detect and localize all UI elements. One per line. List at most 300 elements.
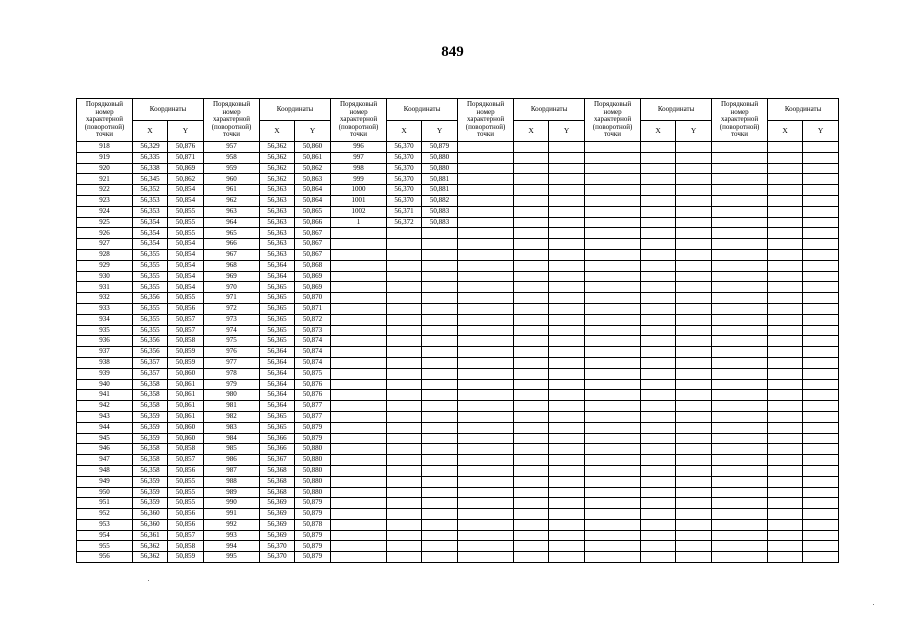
x-coordinate-cell <box>387 368 422 379</box>
point-number-cell <box>585 379 641 390</box>
y-coordinate-cell: 50,868 <box>295 260 331 271</box>
x-coordinate-cell: 56,363 <box>260 239 295 250</box>
y-coordinate-cell <box>549 195 585 206</box>
point-number-cell <box>458 282 514 293</box>
y-coordinate-cell: 50,867 <box>295 239 331 250</box>
x-coordinate-cell: 56,362 <box>260 152 295 163</box>
y-coordinate-cell <box>422 347 458 358</box>
point-number-cell <box>585 185 641 196</box>
point-number-cell <box>585 206 641 217</box>
x-coordinate-cell: 56,370 <box>260 541 295 552</box>
y-coordinate-cell: 50,858 <box>168 444 204 455</box>
point-number-cell <box>458 142 514 153</box>
y-coordinate-cell <box>422 239 458 250</box>
x-coordinate-cell: 56,362 <box>133 552 168 563</box>
point-number-cell <box>458 552 514 563</box>
y-coordinate-cell: 50,879 <box>295 509 331 520</box>
point-number-cell: 952 <box>77 509 133 520</box>
point-number-cell: 991 <box>204 509 260 520</box>
y-coordinate-cell <box>803 498 839 509</box>
y-coordinate-cell <box>803 174 839 185</box>
point-number-cell <box>585 239 641 250</box>
x-coordinate-cell <box>387 552 422 563</box>
x-coordinate-cell <box>387 465 422 476</box>
point-number-cell <box>585 195 641 206</box>
x-coordinate-cell <box>641 444 676 455</box>
point-number-cell <box>585 347 641 358</box>
x-coordinate-cell: 56,360 <box>133 509 168 520</box>
y-coordinate-cell <box>803 260 839 271</box>
x-coordinate-cell: 56,363 <box>260 249 295 260</box>
y-coordinate-cell: 50,876 <box>168 142 204 153</box>
y-coordinate-cell <box>549 185 585 196</box>
x-coordinate-cell: 56,360 <box>133 519 168 530</box>
x-coordinate-cell <box>768 390 803 401</box>
scan-speck <box>148 580 149 581</box>
y-coordinate-cell <box>676 163 712 174</box>
y-coordinate-cell <box>803 530 839 541</box>
x-coordinate-cell <box>387 314 422 325</box>
x-coordinate-cell: 56,366 <box>260 433 295 444</box>
x-coordinate-cell: 56,355 <box>133 303 168 314</box>
y-coordinate-cell <box>422 282 458 293</box>
point-number-cell: 960 <box>204 174 260 185</box>
point-number-cell <box>458 465 514 476</box>
table-row <box>77 422 839 433</box>
table-row <box>77 465 839 476</box>
x-coordinate-cell <box>768 379 803 390</box>
table-row <box>77 379 839 390</box>
y-coordinate-cell: 50,856 <box>168 303 204 314</box>
x-coordinate-cell <box>514 498 549 509</box>
x-coordinate-cell <box>387 271 422 282</box>
x-coordinate-cell <box>514 433 549 444</box>
y-coordinate-cell <box>549 444 585 455</box>
x-coordinate-cell: 56,363 <box>260 217 295 228</box>
x-coordinate-cell: 56,362 <box>260 142 295 153</box>
x-coordinate-cell: 56,362 <box>133 541 168 552</box>
x-coordinate-cell <box>641 174 676 185</box>
y-coordinate-cell <box>803 411 839 422</box>
point-number-cell <box>712 552 768 563</box>
y-coordinate-cell <box>422 498 458 509</box>
x-coordinate-cell: 56,335 <box>133 152 168 163</box>
point-number-cell: 945 <box>77 433 133 444</box>
y-coordinate-cell <box>676 142 712 153</box>
x-coordinate-cell <box>641 509 676 520</box>
point-number-cell <box>458 185 514 196</box>
y-coordinate-cell <box>803 476 839 487</box>
x-coordinate-cell: 56,358 <box>133 444 168 455</box>
point-number-cell: 984 <box>204 433 260 444</box>
table-row <box>77 260 839 271</box>
y-coordinate-cell: 50,854 <box>168 249 204 260</box>
x-coordinate-cell <box>768 163 803 174</box>
x-coordinate-cell <box>514 195 549 206</box>
y-coordinate-cell: 50,880 <box>295 476 331 487</box>
point-number-cell <box>712 347 768 358</box>
y-coordinate-cell <box>676 411 712 422</box>
x-coordinate-cell <box>514 239 549 250</box>
y-coordinate-cell <box>549 206 585 217</box>
table-row <box>77 206 839 217</box>
y-coordinate-cell <box>803 206 839 217</box>
x-coordinate-cell <box>768 444 803 455</box>
y-coordinate-cell <box>422 401 458 412</box>
x-coordinate-cell <box>768 325 803 336</box>
y-coordinate-cell <box>803 303 839 314</box>
point-number-cell: 951 <box>77 498 133 509</box>
x-coordinate-cell <box>641 552 676 563</box>
table-row <box>77 271 839 282</box>
page-number: 849 <box>441 44 464 60</box>
y-coordinate-cell: 50,866 <box>295 217 331 228</box>
y-coordinate-cell: 50,864 <box>295 185 331 196</box>
point-number-cell: 970 <box>204 282 260 293</box>
x-coordinate-cell <box>768 293 803 304</box>
point-number-cell: 943 <box>77 411 133 422</box>
y-coordinate-cell: 50,861 <box>295 152 331 163</box>
x-coordinate-cell <box>768 368 803 379</box>
point-number-cell <box>331 552 387 563</box>
y-coordinate-cell <box>803 347 839 358</box>
point-number-cell <box>585 390 641 401</box>
point-number-cell: 933 <box>77 303 133 314</box>
point-number-cell <box>585 411 641 422</box>
x-coordinate-cell: 56,363 <box>260 185 295 196</box>
table-row <box>77 411 839 422</box>
x-coordinate-cell: 56,369 <box>260 519 295 530</box>
point-number-cell <box>712 401 768 412</box>
point-number-cell <box>585 152 641 163</box>
point-number-cell: 1 <box>331 217 387 228</box>
point-number-cell <box>458 325 514 336</box>
x-coordinate-cell: 56,359 <box>133 433 168 444</box>
y-coordinate-cell: 50,883 <box>422 206 458 217</box>
point-number-cell: 921 <box>77 174 133 185</box>
x-coordinate-cell <box>514 401 549 412</box>
x-coordinate-cell <box>768 487 803 498</box>
x-coordinate-cell: 56,338 <box>133 163 168 174</box>
table-row <box>77 293 839 304</box>
x-coordinate-cell <box>768 206 803 217</box>
y-coordinate-cell <box>803 195 839 206</box>
y-coordinate-cell <box>549 163 585 174</box>
point-number-cell <box>458 206 514 217</box>
point-number-cell <box>458 357 514 368</box>
table-row <box>77 476 839 487</box>
point-number-cell <box>458 293 514 304</box>
x-coordinate-cell <box>514 260 549 271</box>
y-coordinate-cell <box>676 552 712 563</box>
y-coordinate-cell <box>803 379 839 390</box>
table-row <box>77 444 839 455</box>
table-row <box>77 368 839 379</box>
point-number-cell <box>331 314 387 325</box>
x-coordinate-cell: 56,355 <box>133 260 168 271</box>
y-coordinate-cell <box>549 228 585 239</box>
y-coordinate-cell <box>803 422 839 433</box>
table-row <box>77 163 839 174</box>
x-coordinate-cell: 56,357 <box>133 368 168 379</box>
y-coordinate-cell: 50,877 <box>295 401 331 412</box>
x-coordinate-cell <box>514 206 549 217</box>
x-coordinate-cell <box>641 433 676 444</box>
point-number-cell: 938 <box>77 357 133 368</box>
table-row <box>77 217 839 228</box>
point-number-cell <box>331 519 387 530</box>
y-coordinate-cell: 50,855 <box>168 217 204 228</box>
x-coordinate-cell <box>641 142 676 153</box>
table-row <box>77 487 839 498</box>
y-coordinate-cell: 50,855 <box>168 293 204 304</box>
point-number-header: Порядковый номер характерной (поворотной) точки <box>458 99 514 142</box>
y-coordinate-cell <box>676 152 712 163</box>
y-coordinate-cell: 50,859 <box>168 357 204 368</box>
x-coordinate-cell <box>387 390 422 401</box>
x-coordinate-cell <box>641 336 676 347</box>
x-coordinate-cell: 56,354 <box>133 217 168 228</box>
y-coordinate-cell <box>422 368 458 379</box>
point-number-cell <box>712 379 768 390</box>
point-number-cell <box>458 455 514 466</box>
point-number-cell <box>458 541 514 552</box>
y-coordinate-cell <box>676 509 712 520</box>
x-coordinate-cell <box>641 325 676 336</box>
x-coordinate-cell <box>768 498 803 509</box>
point-number-cell <box>458 163 514 174</box>
point-number-cell: 931 <box>77 282 133 293</box>
x-coordinate-cell <box>641 152 676 163</box>
y-coordinate-cell <box>803 325 839 336</box>
y-coordinate-cell <box>676 368 712 379</box>
point-number-cell: 997 <box>331 152 387 163</box>
x-coordinate-cell <box>514 336 549 347</box>
table-row <box>77 519 839 530</box>
point-number-cell: 918 <box>77 142 133 153</box>
y-coordinate-cell <box>549 325 585 336</box>
y-coordinate-cell: 50,871 <box>168 152 204 163</box>
x-coordinate-cell <box>514 325 549 336</box>
y-coordinate-cell <box>676 455 712 466</box>
point-number-cell <box>585 368 641 379</box>
point-number-cell <box>331 368 387 379</box>
table-row <box>77 228 839 239</box>
y-coordinate-cell <box>549 152 585 163</box>
point-number-cell: 937 <box>77 347 133 358</box>
point-number-cell <box>458 271 514 282</box>
point-number-cell <box>712 293 768 304</box>
x-coordinate-cell <box>387 411 422 422</box>
y-coordinate-cell <box>422 509 458 520</box>
y-coordinate-cell <box>549 336 585 347</box>
x-coordinate-cell <box>387 357 422 368</box>
y-coordinate-cell: 50,862 <box>295 163 331 174</box>
point-number-cell <box>585 303 641 314</box>
point-number-cell <box>331 260 387 271</box>
point-number-cell: 953 <box>77 519 133 530</box>
y-coordinate-cell <box>422 293 458 304</box>
y-coordinate-cell <box>803 357 839 368</box>
x-coordinate-cell <box>387 455 422 466</box>
x-coordinate-cell: 56,356 <box>133 336 168 347</box>
x-coordinate-cell <box>641 379 676 390</box>
point-number-cell <box>458 217 514 228</box>
y-coordinate-cell: 50,855 <box>168 228 204 239</box>
point-number-cell <box>585 357 641 368</box>
y-coordinate-cell: 50,872 <box>295 314 331 325</box>
x-coordinate-cell: 56,370 <box>387 195 422 206</box>
x-coordinate-cell: 56,370 <box>387 163 422 174</box>
y-coordinate-cell <box>676 303 712 314</box>
x-coordinate-cell: 56,365 <box>260 282 295 293</box>
point-number-cell <box>712 476 768 487</box>
y-coordinate-cell: 50,879 <box>295 552 331 563</box>
x-coordinate-cell <box>768 249 803 260</box>
point-number-cell <box>712 163 768 174</box>
point-number-cell <box>331 422 387 433</box>
y-coordinate-cell: 50,861 <box>168 379 204 390</box>
y-coordinate-cell: 50,880 <box>422 163 458 174</box>
x-coordinate-cell <box>768 152 803 163</box>
point-number-cell <box>585 530 641 541</box>
y-coordinate-cell <box>676 185 712 196</box>
x-coordinate-cell: 56,358 <box>133 401 168 412</box>
table-row <box>77 455 839 466</box>
y-coordinate-cell <box>422 336 458 347</box>
y-coordinate-cell <box>549 347 585 358</box>
y-coordinate-cell <box>676 336 712 347</box>
y-coordinate-cell <box>549 293 585 304</box>
x-coordinate-cell <box>514 142 549 153</box>
point-number-cell: 981 <box>204 401 260 412</box>
y-coordinate-cell <box>422 519 458 530</box>
y-coordinate-cell: 50,854 <box>168 260 204 271</box>
y-coordinate-cell: 50,857 <box>168 314 204 325</box>
y-coordinate-cell <box>549 390 585 401</box>
x-coordinate-cell: 56,355 <box>133 314 168 325</box>
y-coordinate-cell <box>803 433 839 444</box>
point-number-cell <box>585 249 641 260</box>
point-number-header: Порядковый номер характерной (поворотной) точки <box>77 99 133 142</box>
x-coordinate-cell: 56,358 <box>133 465 168 476</box>
y-header: Y <box>168 121 204 142</box>
y-coordinate-cell <box>549 174 585 185</box>
x-coordinate-cell <box>387 401 422 412</box>
y-coordinate-cell: 50,854 <box>168 239 204 250</box>
x-coordinate-cell <box>387 433 422 444</box>
x-coordinate-cell <box>768 271 803 282</box>
x-coordinate-cell <box>768 455 803 466</box>
point-number-cell: 957 <box>204 142 260 153</box>
y-coordinate-cell <box>803 541 839 552</box>
point-number-cell: 920 <box>77 163 133 174</box>
x-coordinate-cell <box>514 293 549 304</box>
x-coordinate-cell <box>387 293 422 304</box>
point-number-cell <box>712 455 768 466</box>
table-row <box>77 347 839 358</box>
x-coordinate-cell: 56,364 <box>260 347 295 358</box>
point-number-cell: 956 <box>77 552 133 563</box>
x-coordinate-cell <box>387 303 422 314</box>
x-coordinate-cell <box>641 206 676 217</box>
y-coordinate-cell <box>422 411 458 422</box>
y-coordinate-cell <box>422 487 458 498</box>
x-coordinate-cell <box>641 347 676 358</box>
point-number-cell <box>458 347 514 358</box>
point-number-cell: 963 <box>204 206 260 217</box>
y-coordinate-cell <box>549 422 585 433</box>
point-number-cell: 985 <box>204 444 260 455</box>
point-number-cell <box>712 487 768 498</box>
y-header: Y <box>803 121 839 142</box>
x-coordinate-cell <box>514 357 549 368</box>
x-coordinate-cell <box>641 487 676 498</box>
y-coordinate-cell <box>676 465 712 476</box>
point-number-cell <box>585 487 641 498</box>
y-coordinate-cell <box>803 271 839 282</box>
x-coordinate-cell: 56,363 <box>260 195 295 206</box>
y-coordinate-cell: 50,880 <box>295 455 331 466</box>
y-header: Y <box>295 121 331 142</box>
point-number-header: Порядковый номер характерной (поворотной) точки <box>331 99 387 142</box>
x-coordinate-cell <box>768 336 803 347</box>
y-coordinate-cell <box>549 455 585 466</box>
point-number-cell: 961 <box>204 185 260 196</box>
x-coordinate-cell: 56,371 <box>387 206 422 217</box>
x-coordinate-cell <box>387 249 422 260</box>
point-number-cell <box>585 401 641 412</box>
y-coordinate-cell: 50,854 <box>168 271 204 282</box>
y-coordinate-cell <box>676 519 712 530</box>
y-coordinate-cell: 50,876 <box>295 390 331 401</box>
x-coordinate-cell: 56,357 <box>133 357 168 368</box>
x-coordinate-cell <box>768 530 803 541</box>
x-coordinate-cell: 56,370 <box>387 152 422 163</box>
x-coordinate-cell <box>514 530 549 541</box>
point-number-cell <box>712 217 768 228</box>
point-number-cell: 976 <box>204 347 260 358</box>
point-number-header: Порядковый номер характерной (поворотной) точки <box>204 99 260 142</box>
x-coordinate-cell <box>641 498 676 509</box>
x-coordinate-cell: 56,329 <box>133 142 168 153</box>
point-number-cell <box>712 239 768 250</box>
y-coordinate-cell <box>549 357 585 368</box>
y-coordinate-cell <box>803 519 839 530</box>
table-row <box>77 282 839 293</box>
x-coordinate-cell: 56,355 <box>133 271 168 282</box>
y-coordinate-cell: 50,869 <box>295 282 331 293</box>
x-coordinate-cell: 56,355 <box>133 249 168 260</box>
x-coordinate-cell: 56,359 <box>133 411 168 422</box>
table-row <box>77 185 839 196</box>
x-coordinate-cell <box>641 163 676 174</box>
y-coordinate-cell <box>676 228 712 239</box>
y-coordinate-cell <box>549 239 585 250</box>
y-coordinate-cell: 50,864 <box>295 195 331 206</box>
y-coordinate-cell <box>676 260 712 271</box>
y-coordinate-cell: 50,877 <box>295 411 331 422</box>
y-coordinate-cell: 50,880 <box>295 444 331 455</box>
x-coordinate-cell <box>641 465 676 476</box>
y-coordinate-cell: 50,859 <box>168 552 204 563</box>
y-coordinate-cell: 50,860 <box>168 368 204 379</box>
y-coordinate-cell <box>549 260 585 271</box>
point-number-cell: 999 <box>331 174 387 185</box>
point-number-cell <box>458 260 514 271</box>
point-number-cell: 965 <box>204 228 260 239</box>
y-coordinate-cell: 50,880 <box>295 465 331 476</box>
